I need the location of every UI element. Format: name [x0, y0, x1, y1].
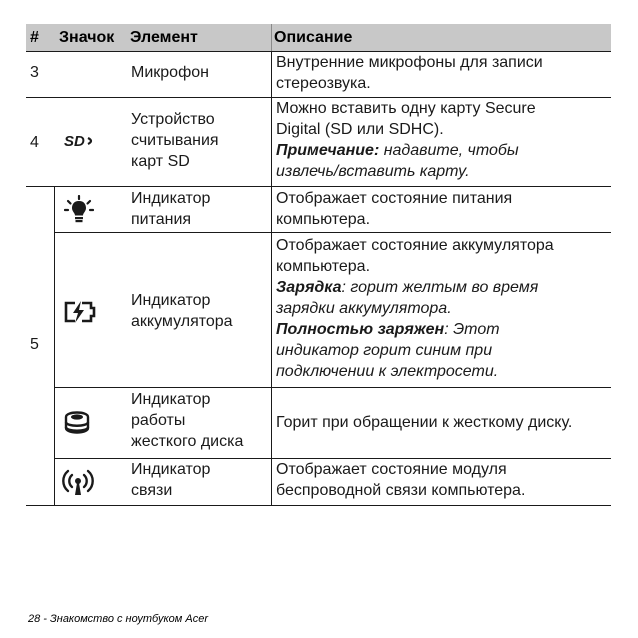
row-divider — [26, 186, 611, 187]
element-name: Индикатор аккумулятора — [131, 292, 233, 330]
note-label: Примечание: — [276, 142, 380, 159]
element-name: Индикатор связи — [131, 461, 211, 499]
row-number: 3 — [30, 64, 39, 81]
battery-indicator-icon — [62, 300, 98, 324]
element-description: Можно вставить одну карту Secure Digital (SD или SDHC). Примечание: надавите, чтобы извлечь/вставить карту. — [276, 100, 536, 180]
header-element: Элемент — [130, 29, 198, 46]
header-number: # — [30, 29, 39, 46]
header-icon: Значок — [59, 29, 115, 46]
page-footer: 28 - Знакомство с ноутбуком Acer — [28, 613, 208, 625]
charged-label: Полностью заряжен — [276, 321, 445, 338]
row-number: 5 — [30, 336, 39, 353]
power-indicator-icon — [64, 195, 94, 225]
element-description: Отображает состояние питания компьютера. — [276, 190, 513, 228]
table-bottom-border — [26, 505, 611, 506]
element-name: Устройство считывания карт SD — [131, 111, 219, 170]
row-number: 4 — [30, 134, 39, 151]
table-header — [26, 24, 611, 51]
svg-text:SD: SD — [64, 134, 85, 148]
column-divider — [54, 186, 55, 505]
header-divider — [271, 24, 272, 51]
column-divider — [271, 51, 272, 505]
element-name: Индикатор питания — [131, 190, 211, 228]
element-name: Микрофон — [131, 64, 209, 81]
header-description: Описание — [274, 29, 353, 46]
charging-label: Зарядка — [276, 279, 342, 296]
element-description: Горит при обращении к жесткому диску. — [276, 414, 573, 431]
element-name: Индикатор работы жесткого диска — [131, 391, 244, 450]
element-description: Отображает состояние модуля беспроводной связи компьютера. — [276, 461, 526, 499]
wireless-indicator-icon — [62, 467, 94, 497]
element-description: Отображает состояние аккумулятора компьютера. Зарядка: горит желтым во время зарядки аккумулятора. Полностью заряжен: Этот индикатор горит синим при подключении к электросети. — [276, 237, 554, 380]
sd-card-icon — [64, 134, 98, 148]
hdd-indicator-icon — [63, 407, 91, 437]
element-description: Внутренние микрофоны для записи стереозвука. — [276, 54, 543, 92]
row-divider — [54, 387, 611, 388]
row-divider — [54, 232, 611, 233]
